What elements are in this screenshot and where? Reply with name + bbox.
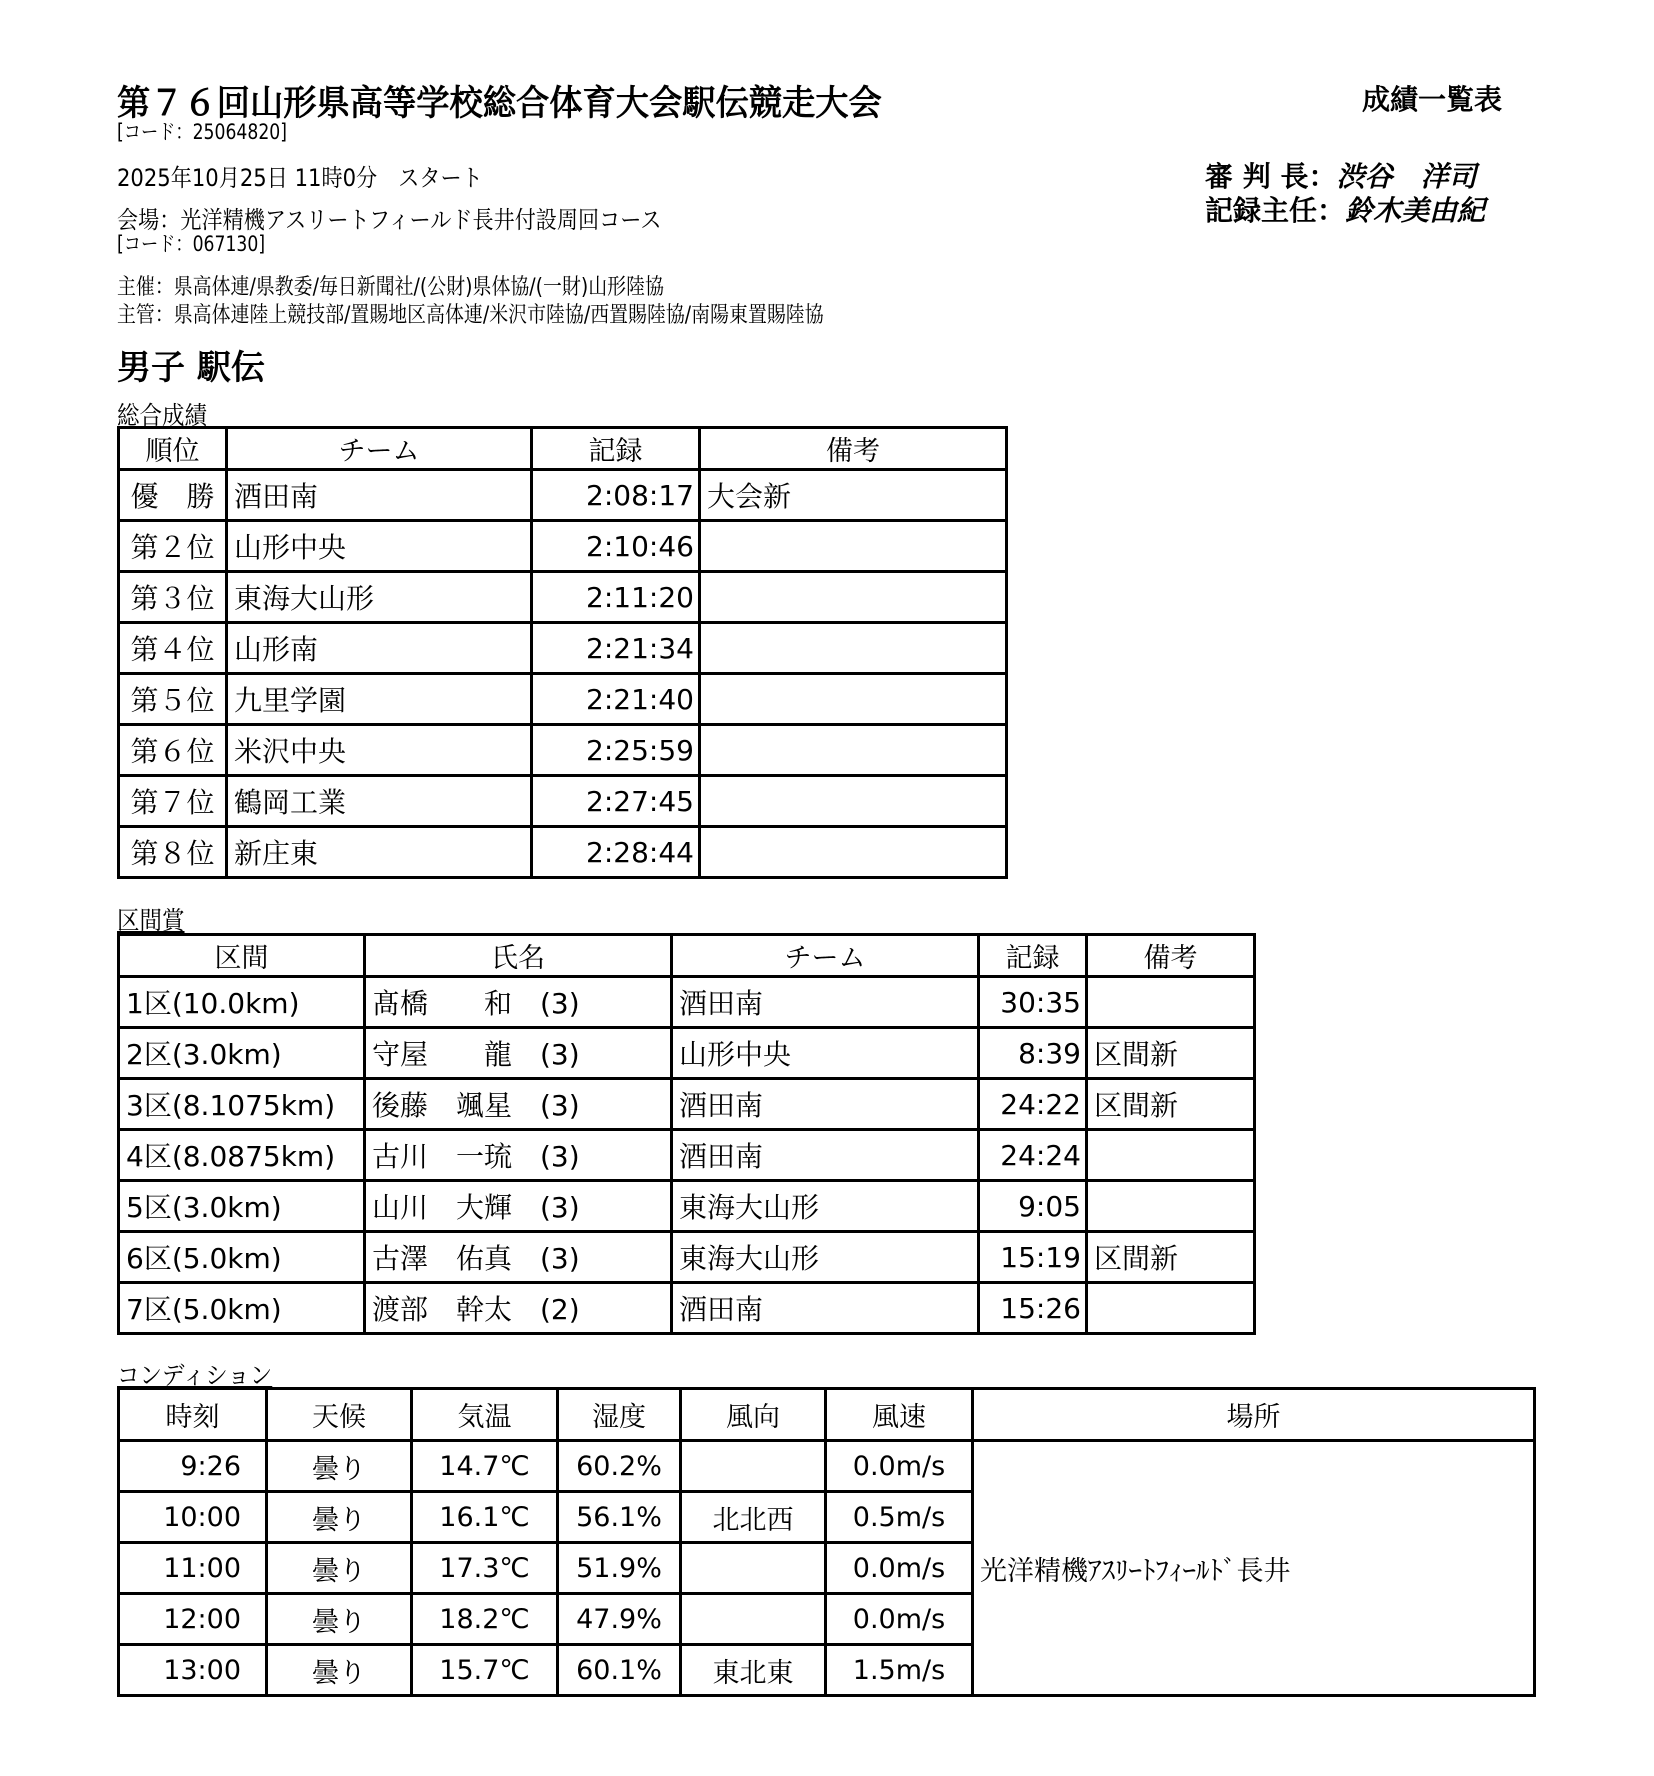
rank-cell: 優 勝 — [119, 470, 227, 521]
team-cell: 酒田南 — [672, 1079, 979, 1130]
wind-speed-cell: 0.0m/s — [826, 1594, 973, 1645]
time-cell: 11:00 — [119, 1543, 267, 1594]
note-cell: 大会新 — [700, 470, 1007, 521]
time-cell: 2:10:46 — [532, 521, 700, 572]
column-header: 風向 — [681, 1389, 826, 1441]
time-cell: 15:19 — [979, 1232, 1087, 1283]
table-header-row — [119, 935, 1255, 977]
note-cell — [700, 521, 1007, 572]
weather-cell: 曇り — [267, 1543, 412, 1594]
table-row — [119, 1079, 1255, 1130]
table-row — [119, 470, 1007, 521]
column-header: 備考 — [1087, 935, 1255, 977]
official-role: 記録主任： — [1205, 194, 1346, 227]
place-cell: 光洋精機ｱｽﾘｰﾄﾌｨｰﾙﾄﾞ長井 — [973, 1441, 1535, 1696]
table-row — [119, 776, 1007, 827]
section-title: 男子 駅伝 — [117, 348, 265, 388]
column-header: 氏名 — [365, 935, 672, 977]
column-header: 気温 — [412, 1389, 558, 1441]
column-header: 順位 — [119, 428, 227, 470]
column-header: 備考 — [700, 428, 1007, 470]
table-row — [119, 1232, 1255, 1283]
time-cell: 30:35 — [979, 977, 1087, 1028]
wind-direction-cell — [681, 1441, 826, 1492]
official-name: 鈴木美由紀 — [1345, 194, 1486, 227]
rank-cell: 第６位 — [119, 725, 227, 776]
time-cell: 24:22 — [979, 1079, 1087, 1130]
runner-name-cell: 渡部 幹太 (2) — [365, 1283, 672, 1334]
conditions-label: コンディション — [117, 1361, 273, 1390]
column-header: 湿度 — [558, 1389, 681, 1441]
table-header-row — [119, 1389, 1535, 1441]
time-cell: 13:00 — [119, 1645, 267, 1696]
note-cell — [700, 776, 1007, 827]
rank-cell: 第７位 — [119, 776, 227, 827]
start-datetime: 2025年10月25日 11時0分 スタート — [117, 164, 483, 192]
rank-cell: 第８位 — [119, 827, 227, 878]
note-cell — [700, 623, 1007, 674]
note-cell — [700, 827, 1007, 878]
event-code: [コード：25064820] — [117, 120, 287, 144]
official-name: 渋谷 洋司 — [1336, 160, 1477, 193]
leg-cell: 7区(5.0km) — [119, 1283, 365, 1334]
team-cell: 山形南 — [227, 623, 532, 674]
table-row — [119, 674, 1007, 725]
overall-results-table — [117, 426, 1008, 879]
official-referee — [1205, 160, 1485, 194]
note-cell — [1087, 1283, 1255, 1334]
official-role: 審 判 長： — [1205, 160, 1337, 193]
team-cell: 東海大山形 — [672, 1232, 979, 1283]
organizer: 主催：県高体連/県教委/毎日新聞社/(公財)県体協/(一財)山形陸協 — [117, 275, 664, 300]
column-header: 風速 — [826, 1389, 973, 1441]
team-cell: 東海大山形 — [672, 1181, 979, 1232]
table-row — [119, 1441, 1535, 1492]
table-row — [119, 623, 1007, 674]
rank-cell: 第４位 — [119, 623, 227, 674]
document-type: 成績一覧表 — [1362, 83, 1503, 116]
team-cell: 九里学園 — [227, 674, 532, 725]
time-cell: 9:26 — [119, 1441, 267, 1492]
table-row — [119, 572, 1007, 623]
wind-direction-cell: 北北西 — [681, 1492, 826, 1543]
time-cell: 15:26 — [979, 1283, 1087, 1334]
team-cell: 酒田南 — [672, 1130, 979, 1181]
wind-speed-cell: 0.5m/s — [826, 1492, 973, 1543]
team-cell: 酒田南 — [672, 1283, 979, 1334]
note-cell — [700, 725, 1007, 776]
section-awards-table — [117, 933, 1256, 1335]
time-cell: 12:00 — [119, 1594, 267, 1645]
note-cell — [1087, 1130, 1255, 1181]
table-row — [119, 725, 1007, 776]
note-cell — [1087, 977, 1255, 1028]
wind-direction-cell — [681, 1594, 826, 1645]
column-header: 時刻 — [119, 1389, 267, 1441]
temperature-cell: 17.3℃ — [412, 1543, 558, 1594]
weather-cell: 曇り — [267, 1441, 412, 1492]
team-cell: 東海大山形 — [227, 572, 532, 623]
note-cell — [700, 674, 1007, 725]
temperature-cell: 16.1℃ — [412, 1492, 558, 1543]
weather-cell: 曇り — [267, 1492, 412, 1543]
table-header-row — [119, 428, 1007, 470]
column-header: 天候 — [267, 1389, 412, 1441]
column-header: 記録 — [979, 935, 1087, 977]
weather-cell: 曇り — [267, 1645, 412, 1696]
time-cell: 2:25:59 — [532, 725, 700, 776]
event-title: 第７６回山形県高等学校総合体育大会駅伝競走大会 — [117, 84, 882, 124]
rank-cell: 第３位 — [119, 572, 227, 623]
wind-speed-cell: 0.0m/s — [826, 1543, 973, 1594]
runner-name-cell: 髙橋 和 (3) — [365, 977, 672, 1028]
leg-cell: 5区(3.0km) — [119, 1181, 365, 1232]
table-row — [119, 521, 1007, 572]
wind-direction-cell — [681, 1543, 826, 1594]
note-cell — [700, 572, 1007, 623]
officials — [1205, 160, 1485, 228]
team-cell: 米沢中央 — [227, 725, 532, 776]
venue-code: [コード：067130] — [117, 232, 266, 256]
table-row — [119, 1181, 1255, 1232]
humidity-cell: 56.1% — [558, 1492, 681, 1543]
venue: 会場：光洋精機アスリートフィールド長井付設周回コース — [117, 206, 662, 234]
humidity-cell: 51.9% — [558, 1543, 681, 1594]
temperature-cell: 15.7℃ — [412, 1645, 558, 1696]
team-cell: 酒田南 — [227, 470, 532, 521]
official-recorder — [1205, 194, 1485, 228]
weather-cell: 曇り — [267, 1594, 412, 1645]
overall-label: 総合成績 — [117, 401, 208, 430]
time-cell: 2:08:17 — [532, 470, 700, 521]
leg-cell: 6区(5.0km) — [119, 1232, 365, 1283]
leg-cell: 1区(10.0km) — [119, 977, 365, 1028]
table-row — [119, 977, 1255, 1028]
team-cell: 新庄東 — [227, 827, 532, 878]
column-header: チーム — [672, 935, 979, 977]
table-row — [119, 1130, 1255, 1181]
table-row — [119, 1028, 1255, 1079]
column-header: 場所 — [973, 1389, 1535, 1441]
runner-name-cell: 後藤 颯星 (3) — [365, 1079, 672, 1130]
runner-name-cell: 古澤 佑真 (3) — [365, 1232, 672, 1283]
column-header: チーム — [227, 428, 532, 470]
time-cell: 24:24 — [979, 1130, 1087, 1181]
runner-name-cell: 山川 大輝 (3) — [365, 1181, 672, 1232]
table-row — [119, 1283, 1255, 1334]
team-cell: 山形中央 — [227, 521, 532, 572]
note-cell — [1087, 1181, 1255, 1232]
wind-speed-cell: 0.0m/s — [826, 1441, 973, 1492]
conditions-table — [117, 1387, 1536, 1697]
temperature-cell: 14.7℃ — [412, 1441, 558, 1492]
rank-cell: 第５位 — [119, 674, 227, 725]
humidity-cell: 60.1% — [558, 1645, 681, 1696]
runner-name-cell: 守屋 龍 (3) — [365, 1028, 672, 1079]
wind-direction-cell: 東北東 — [681, 1645, 826, 1696]
temperature-cell: 18.2℃ — [412, 1594, 558, 1645]
team-cell: 山形中央 — [672, 1028, 979, 1079]
team-cell: 鶴岡工業 — [227, 776, 532, 827]
manager: 主管：県高体連陸上競技部/置賜地区高体連/米沢市陸協/西置賜陸協/南陽東置賜陸協 — [117, 303, 824, 328]
humidity-cell: 47.9% — [558, 1594, 681, 1645]
runner-name-cell: 古川 一琉 (3) — [365, 1130, 672, 1181]
time-cell: 2:21:40 — [532, 674, 700, 725]
time-cell: 9:05 — [979, 1181, 1087, 1232]
column-header: 区間 — [119, 935, 365, 977]
time-cell: 2:21:34 — [532, 623, 700, 674]
rank-cell: 第２位 — [119, 521, 227, 572]
time-cell: 10:00 — [119, 1492, 267, 1543]
time-cell: 2:28:44 — [532, 827, 700, 878]
leg-cell: 4区(8.0875km) — [119, 1130, 365, 1181]
section-awards-label: 区間賞 — [117, 906, 185, 935]
note-cell: 区間新 — [1087, 1028, 1255, 1079]
leg-cell: 2区(3.0km) — [119, 1028, 365, 1079]
note-cell: 区間新 — [1087, 1232, 1255, 1283]
note-cell: 区間新 — [1087, 1079, 1255, 1130]
team-cell: 酒田南 — [672, 977, 979, 1028]
time-cell: 2:27:45 — [532, 776, 700, 827]
humidity-cell: 60.2% — [558, 1441, 681, 1492]
leg-cell: 3区(8.1075km) — [119, 1079, 365, 1130]
table-row — [119, 827, 1007, 878]
time-cell: 2:11:20 — [532, 572, 700, 623]
wind-speed-cell: 1.5m/s — [826, 1645, 973, 1696]
time-cell: 8:39 — [979, 1028, 1087, 1079]
column-header: 記録 — [532, 428, 700, 470]
